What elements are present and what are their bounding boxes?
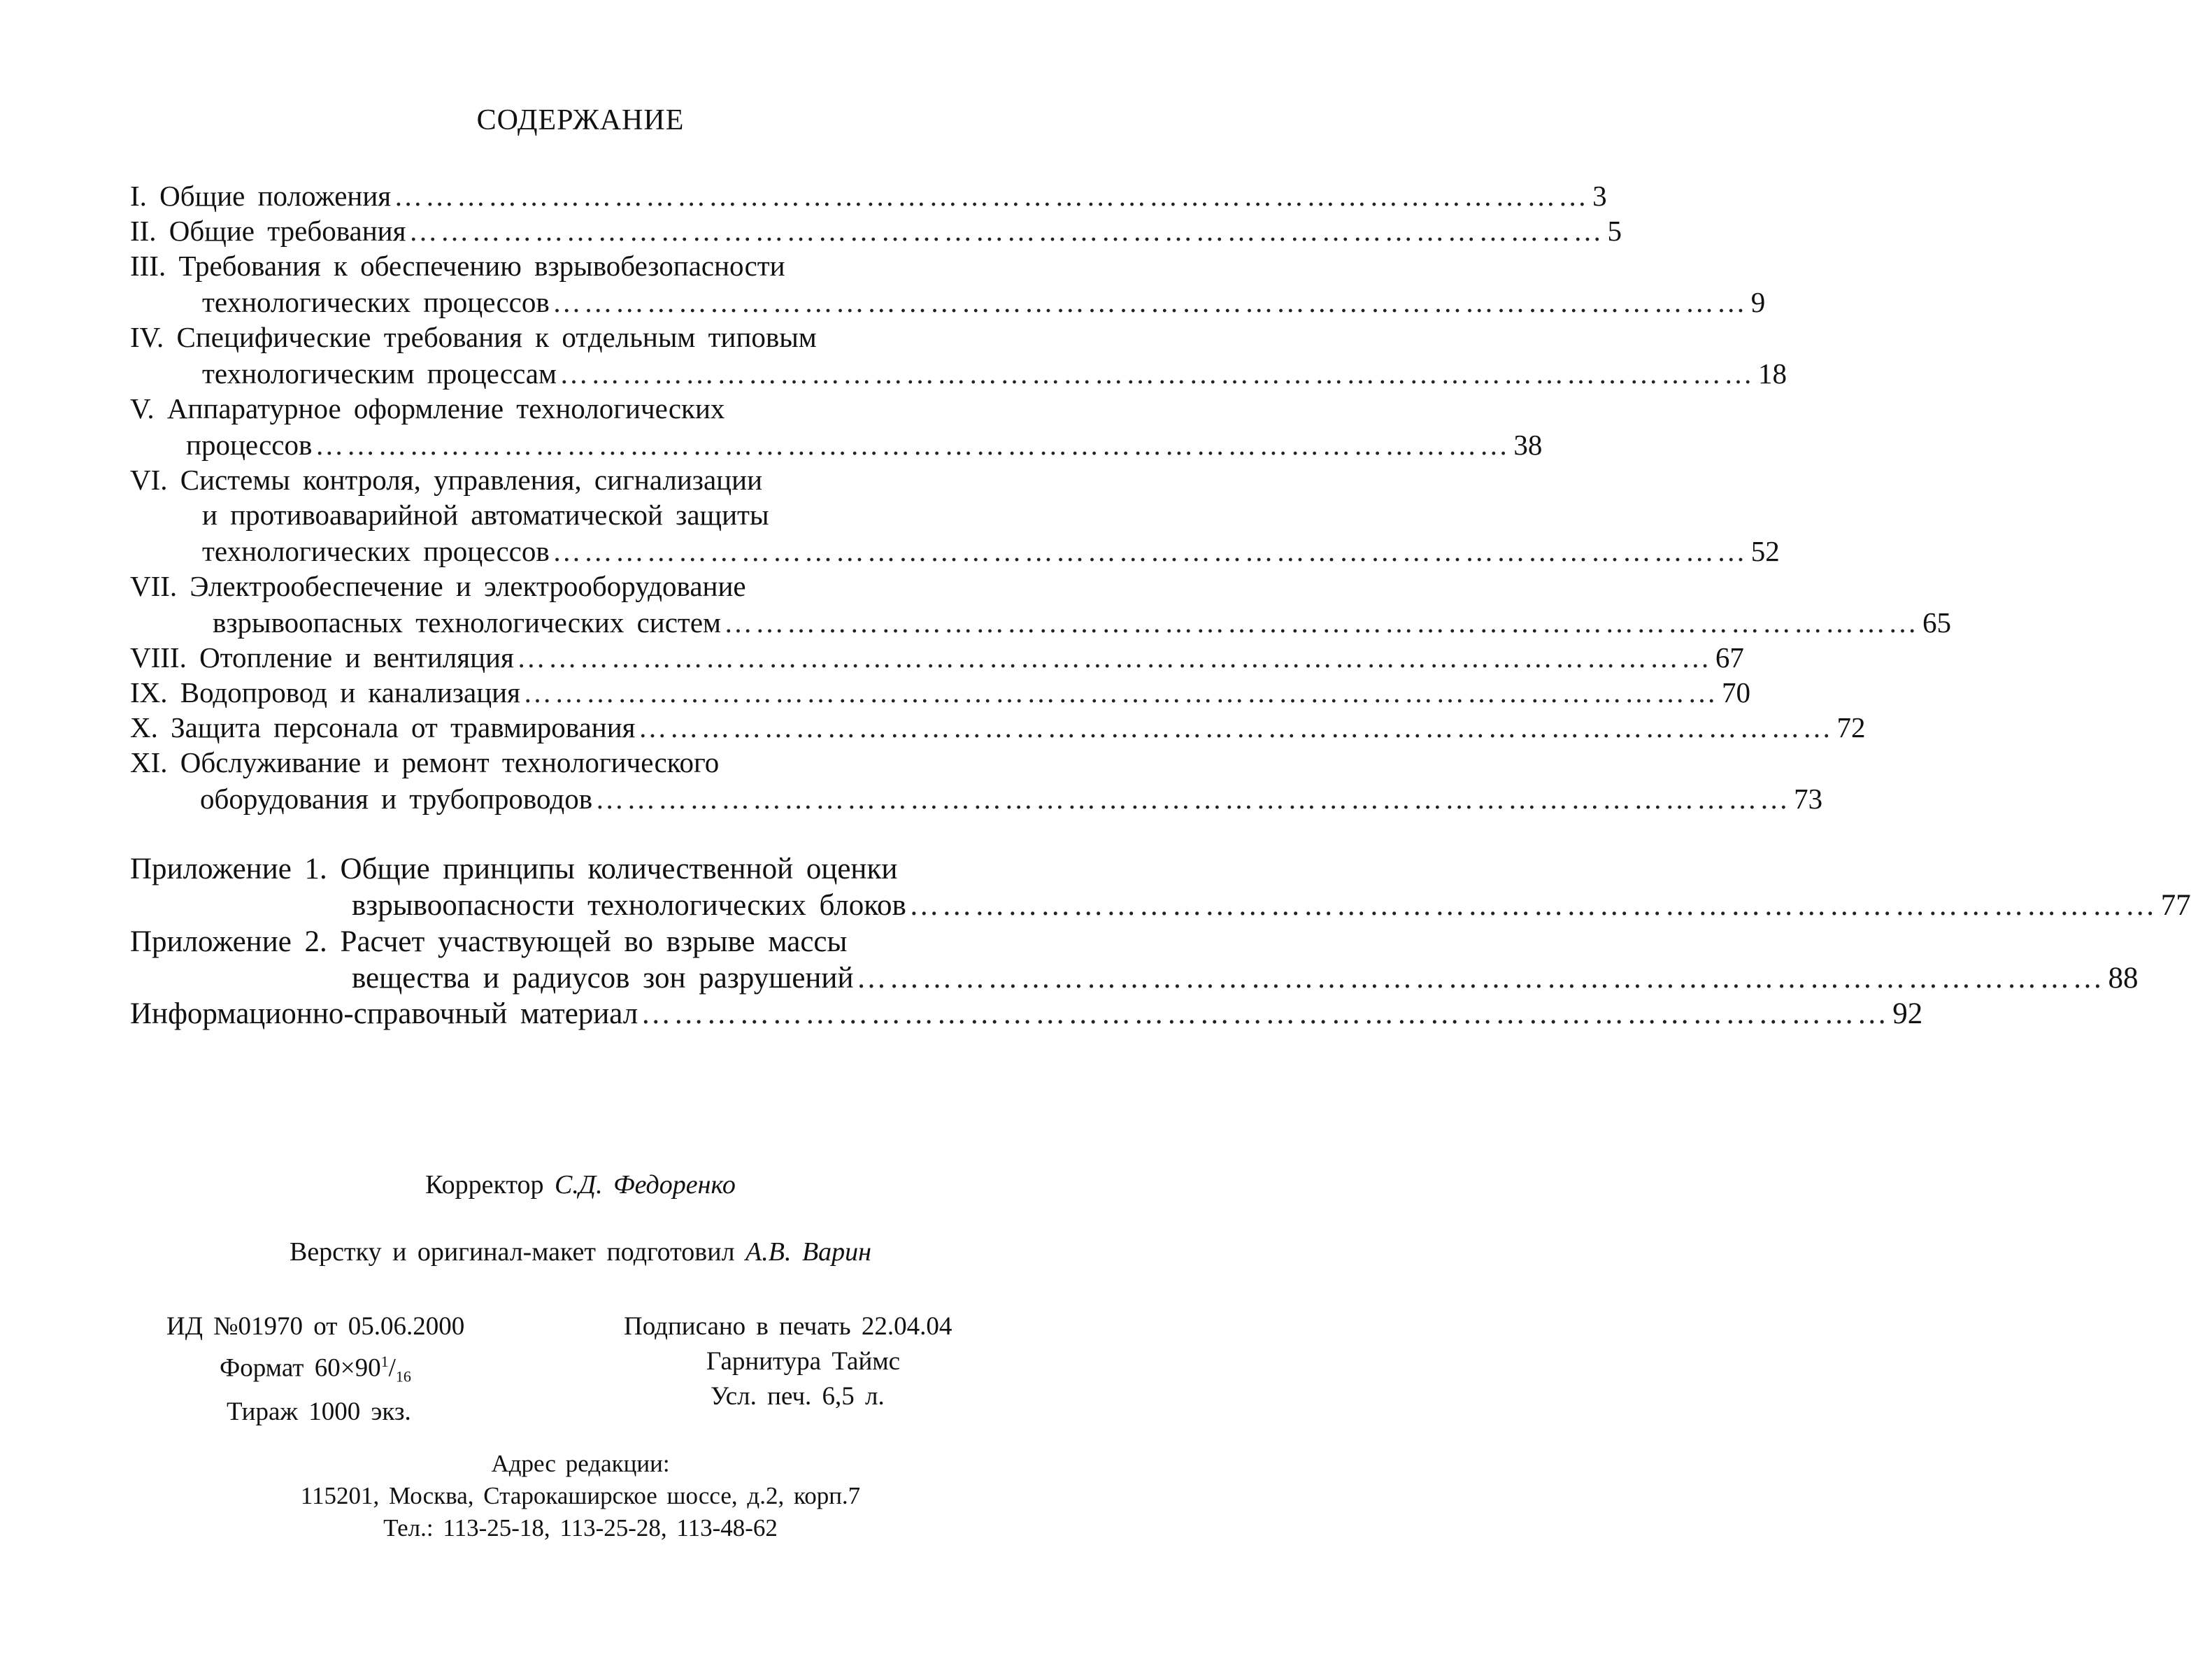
signed-date: Подписано в печать 22.04.04 [624,1312,952,1341]
layout-label: Верстку и оригинал-макет подготовил [289,1237,735,1267]
leader-dots: …………………………………………………………………………………………………… [552,535,1748,567]
leader-dots: …………………………………………………………………………………………………… [315,429,1511,461]
toc-entry [130,640,1744,675]
toc-entry-text: II. Общие требования [130,215,406,247]
typeface: Гарнитура Таймс [706,1347,901,1376]
leader-dots: …………………………………………………………………………………………………… [724,606,1920,639]
leader-dots: …………………………………………………………………………………………………… [552,286,1748,318]
appendix-page-number: 92 [1892,997,1923,1030]
toc-entry-text: V. Аппаратурное оформление технологических [130,392,725,425]
toc-page-number: 5 [1607,215,1622,247]
toc-entry-text: технологическим процессам [202,357,557,390]
toc-entry [130,248,1046,283]
leader-dots: …………………………………………………………………………………………………… [856,962,2106,995]
toc-entry [202,356,1787,391]
toc-entry [130,710,1866,745]
leader-dots: …………………………………………………………………………………………………… [394,180,1590,212]
toc-page-number: 9 [1750,286,1766,318]
toc-entry-text: технологических процессов [202,286,550,318]
toc-entry-text: IX. Водопровод и канализация [130,676,520,709]
toc-entry-text: взрывоопасных технологических систем [213,606,721,639]
phone-numbers: Тел.: 113-25-18, 113-25-28, 113-48-62 [383,1514,778,1542]
toc-page-number: 38 [1513,429,1543,461]
toc-entry [213,605,1951,640]
toc-entry [186,427,1543,462]
leader-dots: …………………………………………………………………………………………………… [595,783,1792,815]
appendix-entry [130,925,1046,960]
toc-entry-text: VII. Электрообеспечение и электрооборудование [130,570,746,602]
appendix-entry [130,852,1046,887]
toc-entry-text: VIII. Отопление и вентиляция [130,641,514,674]
leader-dots: …………………………………………………………………………………………………… [638,711,1834,743]
toc-page-number: 65 [1922,606,1951,639]
toc-entry [130,320,1046,355]
toc-title: СОДЕРЖАНИЕ [476,104,685,136]
appendix-entry-text: вещества и радиусов зон разрушений [352,962,854,995]
toc-entry-text: IV. Специфические требования к отдельным типовым [130,321,817,353]
appendix-page-number: 77 [2160,889,2191,922]
leader-dots: …………………………………………………………………………………………………… [908,889,2158,922]
address-block [0,1448,1161,1544]
leader-dots: …………………………………………………………………………………………………… [641,997,1890,1030]
layout-credit [0,1237,1161,1267]
toc-entry-text: и противоаварийной автоматической защиты [202,499,769,531]
toc-page-number: 70 [1721,676,1750,709]
toc-entry [130,569,1046,604]
toc-entry [130,213,1622,248]
toc-page-number: 3 [1592,180,1607,212]
appendix-entry-text: взрывоопасности технологических блоков [352,889,906,922]
toc-entry-text: X. Защита персонала от травмирования [130,711,636,743]
leader-dots: …………………………………………………………………………………………………… [516,641,1713,674]
appendix-entry [130,997,1923,1032]
appendix-entry [352,888,2191,923]
toc-entry [130,675,1750,710]
leader-dots: …………………………………………………………………………………………………… [408,215,1605,247]
toc-page-number: 72 [1836,711,1866,743]
toc-entry [130,462,1046,497]
toc-entry [202,285,1766,320]
toc-entry-text: оборудования и трубопроводов [200,783,593,815]
toc-entry [130,178,1607,213]
appendix-entry-text: Информационно-справочный материал [130,997,638,1030]
address-label: Адрес редакции: [491,1450,670,1477]
toc-entry [130,391,1046,426]
publication-info-right [624,1309,952,1414]
corrector-credit [0,1169,1161,1200]
appendix-page-number: 88 [2108,962,2139,995]
toc-entry-text: технологических процессов [202,535,550,567]
toc-entry-text: III. Требования к обеспечению взрывобезопасности [130,250,785,282]
toc-entry [202,534,1780,569]
toc-entry [130,745,1046,780]
appendix-entry-text: Приложение 2. Расчет участвующей во взрыве массы [130,925,848,958]
print-run: Тираж 1000 экз. [227,1397,411,1426]
toc-entry-text: VI. Системы контроля, управления, сигнализации [130,464,763,496]
leader-dots: …………………………………………………………………………………………………… [559,357,1755,390]
toc-page-number: 52 [1750,535,1780,567]
publication-info-left [166,1309,464,1430]
toc-entry [200,781,1823,816]
license-id: ИД №01970 от 05.06.2000 [166,1312,465,1341]
toc-entry [202,497,1046,532]
appendix-entry-text: Приложение 1. Общие принципы количественной оценки [130,853,898,885]
layout-name: А.В. Варин [745,1237,872,1267]
toc-page-number: 73 [1794,783,1823,815]
appendix-entry [352,961,2139,996]
corrector-name: С.Д. Федоренко [555,1170,736,1200]
toc-entry-text: I. Общие положения [130,180,392,212]
format-info: Формат $60\times 90^1/_{16}$ [220,1353,411,1386]
leader-dots: …………………………………………………………………………………………………… [522,676,1719,709]
toc-page-number: 67 [1715,641,1744,674]
toc-page-number: 18 [1757,357,1787,390]
corrector-label: Корректор [425,1170,544,1200]
print-sheets: Усл. печ. 6,5 л. [711,1382,885,1411]
toc-entry-text: процессов [186,429,313,461]
address-line: 115201, Москва, Старокаширское шоссе, д.2, корп.7 [300,1482,861,1509]
toc-entry-text: XI. Обслуживание и ремонт технологического [130,746,720,778]
